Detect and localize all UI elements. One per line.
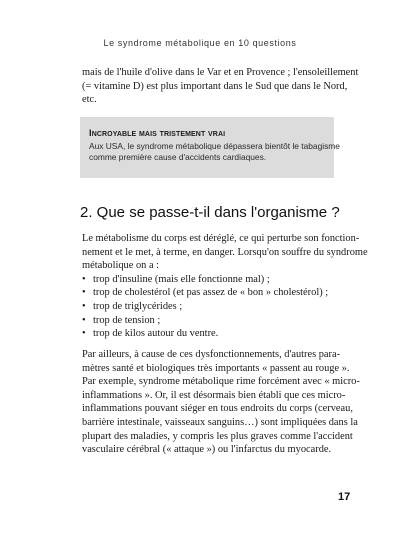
list-item-text: trop de cholestérol (et pas assez de « bon » cholestérol) ; [93,287,329,299]
list-item [82,273,334,287]
list-item-text: trop de kilos autour du ventre. [93,328,219,340]
intro-line: etc. [82,94,97,106]
list-item [82,300,334,314]
callout-line: Aux USA, le syndrome métabolique dépassera bientôt le tabagisme [89,141,340,151]
paragraph-line: vasculaire cérébral (« attaque ») ou l'infarctus du myocarde. [82,444,332,456]
bullet-marker: • [82,287,86,299]
section-title: 2. Que se passe-t-il dans l'organisme ? [80,204,340,221]
callout-line: comme première cause d'accidents cardiaques. [89,152,267,163]
paragraph-line: nement et le met, à terme, en danger. Lorsqu'on souffre du syndrome [82,246,368,258]
paragraph-inflammation [82,348,360,457]
list-item-text: trop de triglycérides ; [93,300,183,312]
paragraph-line: Par exemple, syndrome métabolique rime forcément avec « micro- [82,376,360,388]
bullet-marker: • [82,300,86,312]
running-head: Le syndrome métabolique en 10 questions [103,38,297,48]
intro-line: (= vitamine D) est plus important dans le Sud que dans le Nord, [82,80,348,92]
paragraph-line: mètres santé et biologiques très importants « passent au rouge ». [82,362,350,374]
callout-text [89,141,340,163]
paragraph-line: plupart des maladies, y compris les plus graves comme l'accident [82,430,353,442]
list-item [82,286,334,300]
page-number: 17 [338,491,351,503]
paragraph-symptoms [82,232,368,341]
paragraph-line: Par ailleurs, à cause de ces dysfonctionnements, d'autres para- [82,349,341,360]
symptom-list [82,273,334,341]
paragraph-line: inflammations ». Or, il est désormais bien établi que ces micro- [82,389,346,401]
bullet-marker: • [82,328,86,340]
list-item [82,327,334,341]
paragraph-line: métabolique on a : [82,260,160,272]
list-item-text: trop de tension ; [93,314,161,326]
list-item-text: trop d'insuline (mais elle fonctionne mal) ; [93,273,270,285]
paragraph-line: barrière intestinale, vaisseaux sanguins…) sont impliquées dans la [82,416,358,428]
list-item [82,314,334,328]
paragraph-line: Le métabolisme du corps est déréglé, ce qui perturbe son fonction- [82,233,360,244]
intro-line: mais de l'huile d'olive dans le Var et en Provence ; l'ensoleillement [82,67,359,78]
callout-title: Incroyable mais tristement vrai [89,127,226,138]
intro-paragraph [82,66,359,107]
bullet-marker: • [82,273,86,285]
bullet-marker: • [82,314,86,326]
callout-box [80,117,340,178]
paragraph-line: inflammations pouvant siéger en tous endroits du corps (cerveau, [82,403,353,415]
